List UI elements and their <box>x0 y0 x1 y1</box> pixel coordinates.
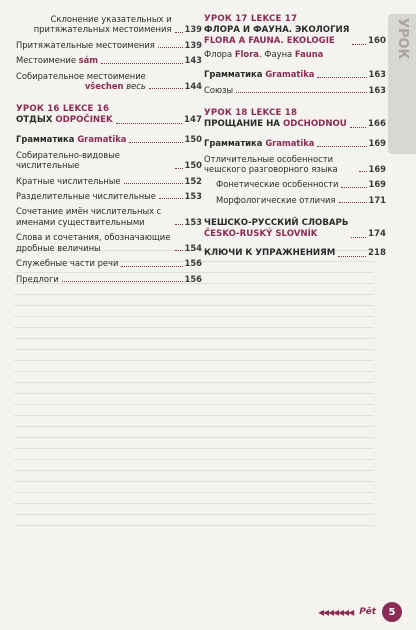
leader-dots <box>124 183 183 184</box>
sub-ru: . Фауна <box>258 49 295 59</box>
label-ru: Грамматика <box>16 134 78 145</box>
toc-entry[interactable] <box>16 55 202 65</box>
toc-entry[interactable] <box>16 14 202 35</box>
title-cz: FLORA A FAUNA. EKOLOGIE <box>204 36 335 46</box>
toc-entry-page: 143 <box>184 55 202 66</box>
label-cz: Gramatika <box>265 138 315 149</box>
label-ru: Грамматика <box>204 69 266 80</box>
leader-dots <box>352 44 366 45</box>
label-cz: sám <box>78 55 99 66</box>
toc-entry-label <box>204 138 314 148</box>
title-ru: ПРОЩАНИЕ НА <box>204 119 280 130</box>
leader-dots <box>236 92 366 93</box>
title-ru: ЧЕШСКО-РУССКИЙ СЛОВАРЬ <box>204 218 349 229</box>
toc-entry-page: 153 <box>184 191 202 202</box>
toc-entry[interactable] <box>16 274 202 284</box>
toc-entry-page: 166 <box>368 119 386 130</box>
toc-entry[interactable] <box>204 154 386 175</box>
toc-entry-page: 153 <box>184 216 202 227</box>
leader-dots <box>158 47 183 48</box>
toc-entry[interactable] <box>16 150 202 171</box>
title-cz: ODPOČINEK <box>55 115 113 126</box>
leader-dots <box>350 127 366 128</box>
leader-dots <box>338 256 366 257</box>
toc-entry-page: 156 <box>184 258 202 269</box>
lesson-number-ru: УРОК 18 <box>204 108 248 119</box>
sub-ru: Флора <box>204 49 235 59</box>
lesson-number-cz: LEKCE 16 <box>62 104 110 115</box>
toc-entry[interactable] <box>16 232 202 253</box>
subtitle-text <box>204 49 323 59</box>
sub-cz: Fauna <box>294 49 324 59</box>
toc-entry-page: 171 <box>368 194 386 205</box>
toc-entry-page: 152 <box>184 175 202 186</box>
page-footer <box>318 602 402 622</box>
toc-entry-label: Морфологические отличия <box>216 194 336 205</box>
toc-entry[interactable] <box>204 179 386 189</box>
label-ru: Грамматика <box>204 138 266 149</box>
keys-title-text: КЛЮЧИ К УПРАЖНЕНИЯМ <box>204 248 336 259</box>
leader-dots <box>129 142 182 143</box>
title-cz: ODCHODNOU <box>282 119 347 130</box>
toc-entry[interactable] <box>16 191 202 201</box>
lesson-title-text <box>204 119 347 130</box>
lesson-17-subtitle <box>204 49 386 59</box>
lesson-16-header <box>16 104 202 115</box>
toc-entry-label: Слова и сочетания, обозначающие дробные величины <box>16 232 171 253</box>
toc-left-column <box>16 14 202 289</box>
toc-entry[interactable] <box>204 85 386 95</box>
label-ru: Собирательное местоимение <box>16 70 146 81</box>
leader-dots <box>175 32 183 33</box>
leader-dots <box>149 88 183 89</box>
bleed-through-text <box>14 250 374 550</box>
toc-entry[interactable] <box>16 206 202 227</box>
toc-entry-label: Притяжательные местоимения <box>16 39 155 50</box>
leader-dots <box>351 237 366 238</box>
lesson-16-title[interactable] <box>16 115 202 126</box>
leader-dots <box>339 202 367 203</box>
toc-entry-page: 139 <box>184 39 202 50</box>
label-cz: všechen <box>84 81 124 92</box>
toc-entry-label <box>204 69 314 79</box>
toc-entry-grammar[interactable] <box>16 134 202 144</box>
toc-entry-page: 147 <box>184 115 202 126</box>
chapter-edge-tab <box>388 14 416 154</box>
leader-dots <box>175 168 183 169</box>
toc-right-column <box>204 14 386 267</box>
toc-entry-page: 163 <box>368 69 386 80</box>
lesson-18-title[interactable] <box>204 119 386 130</box>
page-number-badge: 5 <box>382 602 402 622</box>
toc-entry-label: Предлоги <box>16 273 59 284</box>
toc-entry[interactable] <box>16 258 202 268</box>
toc-entry-page: 160 <box>368 36 386 46</box>
toc-entry-label: Союзы <box>204 84 234 95</box>
title-ru: ФЛОРА И ФАУНА. ЭКОЛОГИЯ <box>204 25 350 35</box>
toc-entry-label: Сочетание имён числительных с именами существительными <box>16 206 162 227</box>
toc-entry-page: 169 <box>368 138 386 149</box>
label-cz: Gramatika <box>265 69 315 80</box>
toc-entry-label: Склонение указательных и притяжательных местоимения <box>33 14 172 35</box>
toc-entry-page: 139 <box>184 24 202 35</box>
sub-cz: Flora <box>234 49 259 59</box>
lesson-17-title[interactable] <box>204 25 386 47</box>
toc-entry-page: 150 <box>184 134 202 145</box>
toc-entry[interactable] <box>16 71 202 92</box>
label-ru-tail: весь <box>123 81 146 92</box>
toc-entry-page: 144 <box>184 81 202 92</box>
toc-entry[interactable] <box>16 176 202 186</box>
lesson-title-text <box>204 25 349 47</box>
toc-entry-label: Отличительные особенности чешского разговорного языка <box>204 153 338 175</box>
toc-entry-label: Служебные части речи <box>16 258 119 269</box>
toc-entry[interactable] <box>16 40 202 50</box>
toc-entry-label <box>16 71 146 92</box>
toc-entry-grammar[interactable] <box>204 138 386 148</box>
leader-dots <box>175 224 183 225</box>
lesson-18-header <box>204 108 386 119</box>
toc-entry-label <box>16 55 98 65</box>
title-ru: ОТДЫХ <box>16 115 53 126</box>
leader-dots <box>175 250 183 251</box>
dictionary-title-text <box>204 218 348 240</box>
dictionary-title[interactable] <box>204 218 386 240</box>
toc-entry-page: 154 <box>184 242 202 253</box>
toc-entry-page: 169 <box>368 179 386 190</box>
toc-entry-label: Разделительные числительные <box>16 191 156 202</box>
lesson-number-ru: УРОК 17 <box>204 14 248 24</box>
toc-entry-label: Фонетические особенности <box>216 179 339 190</box>
keys-title[interactable] <box>204 248 386 259</box>
toc-entry-label <box>16 134 126 144</box>
toc-entry-label: Кратные числительные <box>16 175 121 186</box>
toc-entry-page: 169 <box>368 164 386 175</box>
toc-entry-page: 174 <box>368 229 386 240</box>
toc-entry-grammar[interactable] <box>204 69 386 79</box>
leader-dots <box>317 146 366 147</box>
label-ru: Местоимение <box>16 55 79 66</box>
lesson-title-text <box>16 115 113 126</box>
label-cz: Gramatika <box>77 134 127 145</box>
leader-dots <box>159 198 183 199</box>
toc-entry-page: 156 <box>184 273 202 284</box>
lesson-17-header <box>204 14 386 25</box>
leader-dots <box>116 123 182 124</box>
toc-entry-label: Собирательно-видовые числительные <box>16 149 120 171</box>
leader-dots <box>359 171 367 172</box>
title-cz: ČESKO-RUSKÝ SLOVNÍK <box>204 229 318 240</box>
toc-entry[interactable] <box>204 195 386 205</box>
leader-dots <box>341 187 366 188</box>
leader-dots <box>101 63 183 64</box>
toc-entry-page: 163 <box>368 84 386 95</box>
edge-tab-text: УРОК <box>395 18 410 60</box>
leader-dots <box>317 77 366 78</box>
toc-entry-page: 150 <box>184 160 202 171</box>
arrow-decoration-icon: ◂◂◂◂◂◂◂ <box>318 605 354 619</box>
leader-dots <box>62 281 183 282</box>
lesson-number-cz: LEKCE 18 <box>250 108 298 119</box>
leader-dots <box>121 266 182 267</box>
lesson-number-cz: LEKCE 17 <box>250 14 298 24</box>
page-word: Pět <box>359 607 376 617</box>
toc-entry-page: 218 <box>368 248 386 259</box>
lesson-number-ru: УРОК 16 <box>16 104 60 115</box>
